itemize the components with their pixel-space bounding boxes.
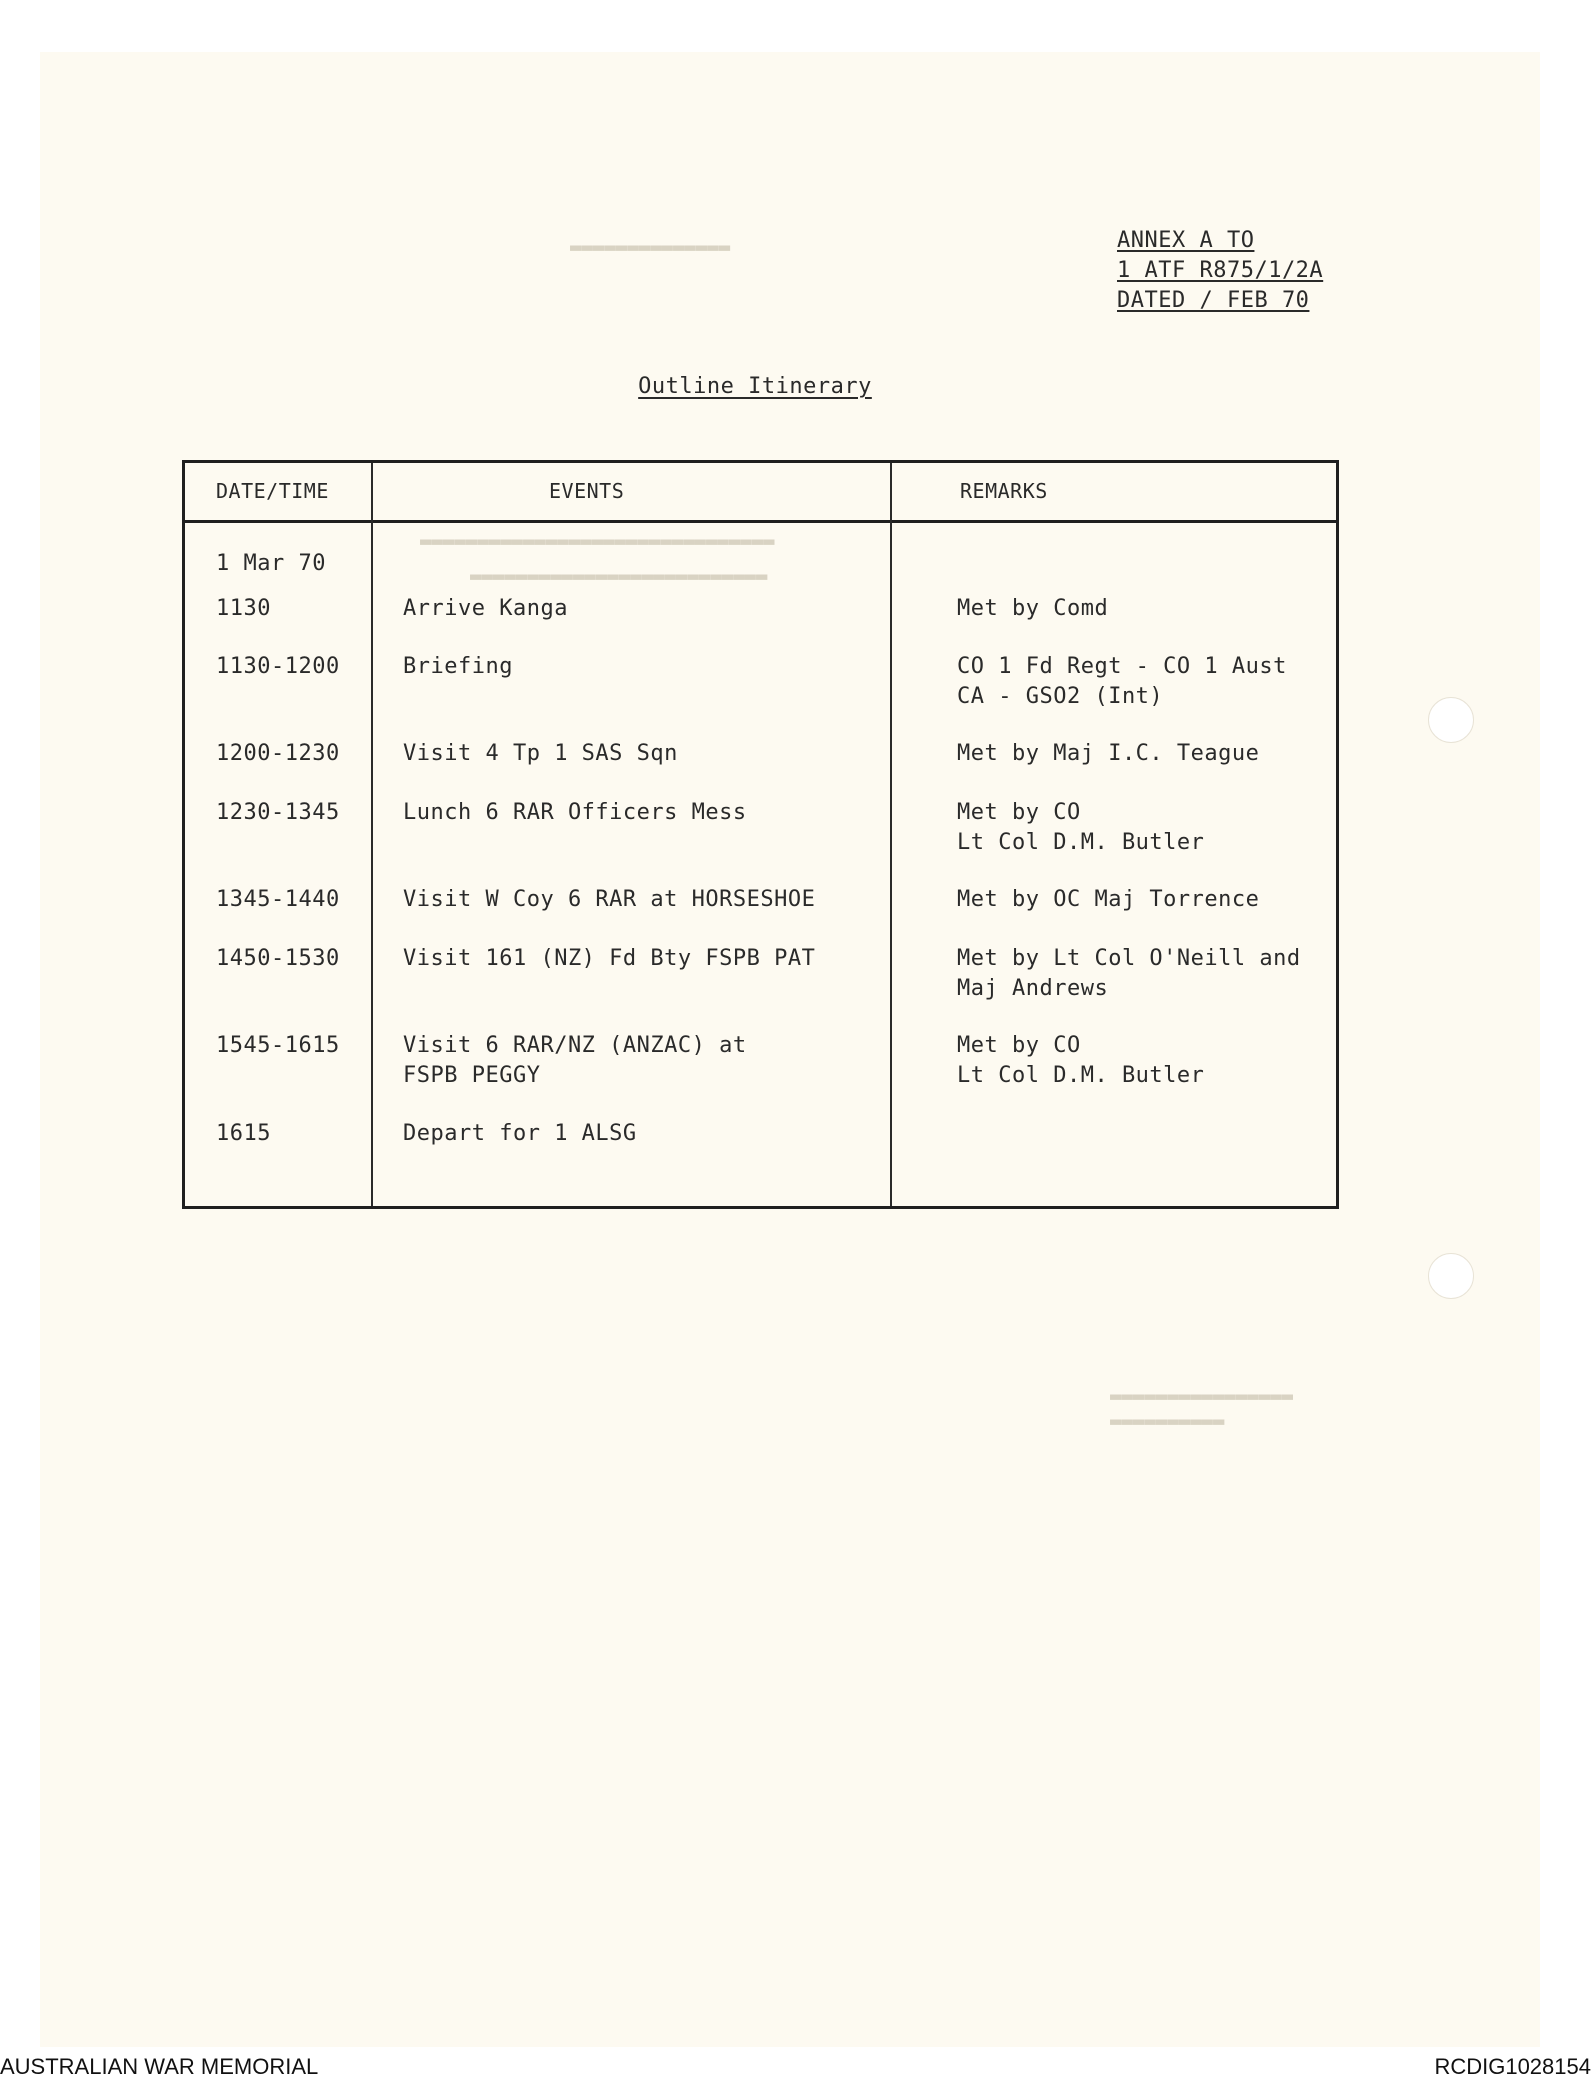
annex-line: ANNEX A TO xyxy=(1117,228,1255,253)
cell-remarks: Met by OC Maj Torrence xyxy=(957,887,1260,912)
cell-remarks: CO 1 Fd Regt - CO 1 Aust CA - GSO2 (Int) xyxy=(957,654,1287,709)
cell-event: Visit 4 Tp 1 SAS Sqn xyxy=(403,741,678,766)
cell-event: Visit 161 (NZ) Fd Bty FSPB PAT xyxy=(403,946,816,971)
header-remarks: REMARKS xyxy=(960,479,1048,503)
cell-remarks: Met by Maj I.C. Teague xyxy=(957,741,1260,766)
cell-time: 1545-1615 xyxy=(216,1033,340,1058)
footer-institution: AUSTRALIAN WAR MEMORIAL xyxy=(0,2054,319,2079)
annex-line: 1 ATF R875/1/2A xyxy=(1117,258,1324,283)
cell-time: 1130 xyxy=(216,596,271,621)
column-divider xyxy=(371,463,373,1206)
show-through-text: ▬▬▬▬▬▬▬▬▬▬▬▬▬▬ xyxy=(570,236,731,258)
cell-time: 1200-1230 xyxy=(216,741,340,766)
cell-event: Visit W Coy 6 RAR at HORSESHOE xyxy=(403,887,816,912)
show-through-text: ▬▬▬▬▬▬▬▬▬▬▬▬▬▬▬▬ xyxy=(1110,1385,1294,1407)
footer-identifier: RCDIG1028154 xyxy=(1434,2054,1591,2079)
cell-time: 1 Mar 70 xyxy=(216,551,326,576)
punch-hole xyxy=(1428,697,1474,743)
annex-reference xyxy=(1117,226,1323,316)
itinerary-table xyxy=(182,460,1339,1209)
cell-time: 1130-1200 xyxy=(216,654,340,679)
cell-event: Visit 6 RAR/NZ (ANZAC) at FSPB PEGGY xyxy=(403,1033,747,1088)
column-divider xyxy=(890,463,892,1206)
show-through-text: ▬▬▬▬▬▬▬▬▬▬▬▬▬▬▬▬▬▬▬▬▬▬▬▬▬▬▬▬▬▬▬ xyxy=(420,530,775,552)
document-title: Outline Itinerary xyxy=(638,374,872,399)
cell-remarks: Met by CO Lt Col D.M. Butler xyxy=(957,1033,1205,1088)
cell-time: 1450-1530 xyxy=(216,946,340,971)
header-events: EVENTS xyxy=(549,479,625,503)
annex-line: DATED / FEB 70 xyxy=(1117,288,1310,313)
cell-time: 1230-1345 xyxy=(216,800,340,825)
cell-remarks: Met by Comd xyxy=(957,596,1109,621)
cell-event: Lunch 6 RAR Officers Mess xyxy=(403,800,747,825)
header-rule xyxy=(185,520,1336,523)
cell-remarks: Met by Lt Col O'Neill and Maj Andrews xyxy=(957,946,1301,1001)
cell-time: 1615 xyxy=(216,1121,271,1146)
punch-hole xyxy=(1428,1253,1474,1299)
show-through-text: ▬▬▬▬▬▬▬▬▬▬ xyxy=(1110,1410,1225,1432)
cell-event: Depart for 1 ALSG xyxy=(403,1121,637,1146)
cell-remarks: Met by CO Lt Col D.M. Butler xyxy=(957,800,1205,855)
show-through-text: ▬▬▬▬▬▬▬▬▬▬▬▬▬▬▬▬▬▬▬▬▬▬▬▬▬▬ xyxy=(470,565,768,587)
header-date-time: DATE/TIME xyxy=(216,479,329,503)
cell-event: Arrive Kanga xyxy=(403,596,568,621)
cell-event: Briefing xyxy=(403,654,513,679)
cell-time: 1345-1440 xyxy=(216,887,340,912)
